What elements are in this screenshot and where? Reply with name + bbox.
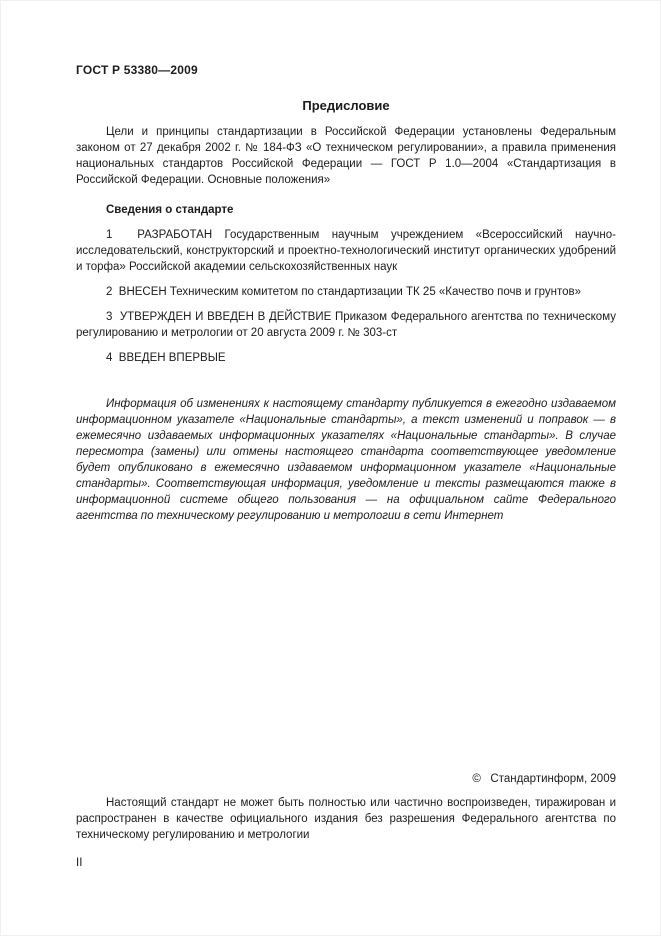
changes-publication-notice: Информация об изменениях к настоящему стандарту публикуется в ежегодно издаваемом информационном указателе «Национальные стандарты», а текст изменений и поправок — в ежемесячно издаваемых информационных указателях «Национальные стандарты». В случае пересмотра (замены) или отмены настоящего стандарта соответствующее уведомление будет опубликовано в ежемесячно издаваемом информационном указателе «Национальные стандарты». Соответствующая информация, уведомление и тексты размещаются также в информационной системе общего пользования — на официальном сайте Федерального агентства по техническому регулированию и метрологии в сети Интернет [76, 398, 616, 522]
standard-info-item-developed: 1 РАЗРАБОТАН Государственным научным учреждением «Всероссийский научно-исследовательский, конструкторский и проектно-технологический институт органических удобрений и торфа» Российской академии сельскохозяйственных наук [76, 229, 616, 273]
page-number: II [76, 857, 83, 869]
page-footer [76, 773, 616, 869]
intro-paragraph: Цели и принципы стандартизации в Российской Федерации установлены Федеральным законом от 27 декабря 2002 г. № 184-ФЗ «О техническом регулировании», а правила применения национальных стандартов Российской Федерации — ГОСТ Р 1.0—2004 «Стандартизация в Российской Федерации. Основные положения» [76, 126, 616, 186]
reproduction-restriction: Настоящий стандарт не может быть полностью или частично воспроизведен, тиражирован и распространен в качестве официального издания без разрешения Федерального агентства по техническому регулированию и метрологии [76, 797, 616, 841]
standard-info-item-first-introduced: 4 ВВЕДЕН ВПЕРВЫЕ [106, 352, 226, 364]
document-code: ГОСТ Р 53380—2009 [76, 63, 198, 77]
page-title: Предисловие [302, 98, 390, 113]
copyright-line: © Стандартинформ, 2009 [472, 773, 616, 785]
standard-info-item-approved: 3 УТВЕРЖДЕН И ВВЕДЕН В ДЕЙСТВИЕ Приказом Федерального агентства по техническому регулированию и метрологии от 20 августа 2009 г. № 303-ст [76, 311, 616, 339]
document-body [76, 63, 616, 524]
section-heading: Сведения о стандарте [106, 204, 234, 216]
standard-info-item-submitted: 2 ВНЕСЕН Техническим комитетом по стандартизации ТК 25 «Качество почв и грунтов» [106, 286, 582, 298]
